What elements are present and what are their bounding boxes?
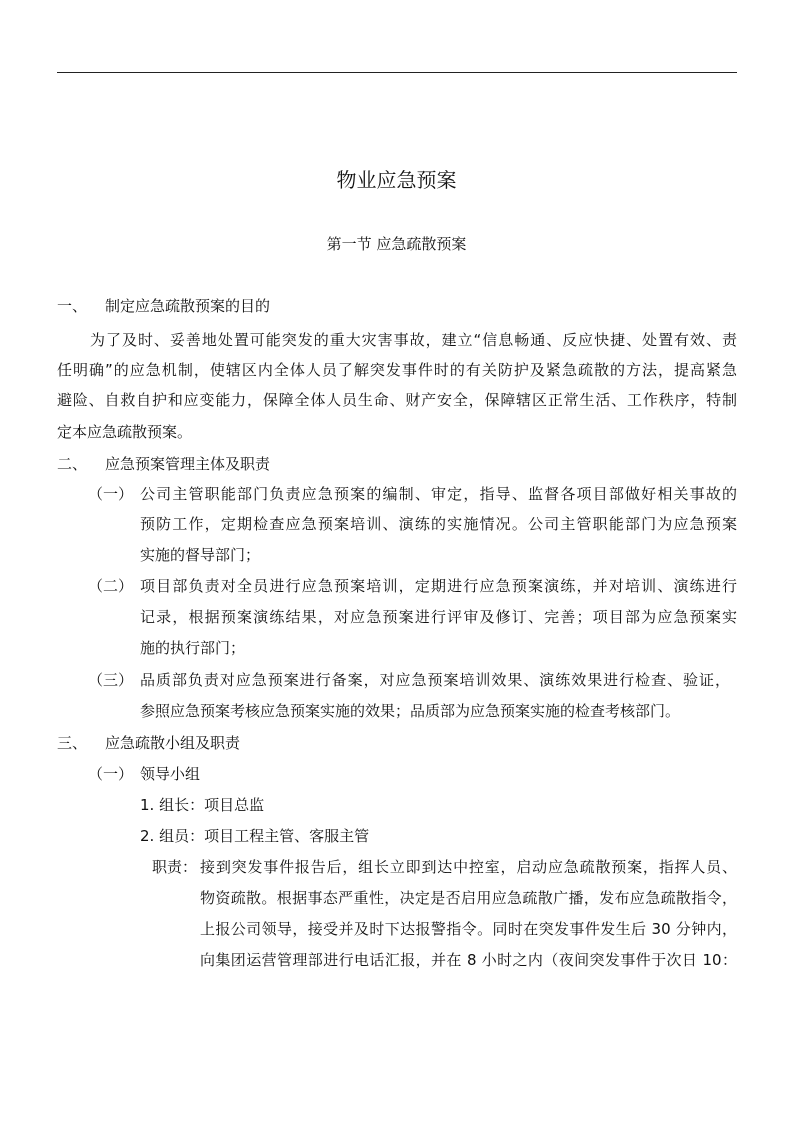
s2-item-line: 参照应急预案考核应急预案实施的效果；品质部为应急预案实施的检查考核部门。 [140, 702, 681, 720]
duty-line: 物资疏散。根据事态严重性，决定是否启用应急疏散广播，发布应急疏散指令， [200, 889, 737, 907]
s1-number: 一、 [57, 297, 88, 315]
s2-number: 二、 [57, 455, 88, 473]
s2-heading: 应急预案管理主体及职责 [105, 455, 271, 473]
s1-line: 定本应急疏散预案。 [57, 423, 193, 441]
s2-item-line: 公司主管职能部门负责应急预案的编制、审定，指导、监督各项目部做好相关事故的 [140, 485, 737, 503]
s3-sub-number: （一） [88, 765, 134, 783]
s1-line: 为了及时、妥善地处置可能突发的重大灾害事故，建立“信息畅通、反应快捷、处置有效、责 [90, 331, 737, 349]
s2-item-number: （一） [88, 485, 134, 503]
section-title: 第一节 应急疏散预案 [326, 235, 467, 253]
s3-sub-heading: 领导小组 [140, 765, 201, 783]
s2-item-line: 实施的督导部门； [140, 546, 261, 564]
document-title: 物业应急预案 [336, 168, 457, 192]
s1-line: 避险、自救自护和应变能力，保障全体人员生命、财产安全，保障辖区正常生活、工作秩序，特制 [57, 391, 737, 409]
s2-item-number: （二） [88, 577, 134, 595]
s2-item-line: 施的执行部门； [140, 639, 246, 657]
s1-heading: 制定应急疏散预案的目的 [105, 297, 271, 315]
s1-line: 任明确”的应急机制，使辖区内全体人员了解突发事件时的有关防护及紧急疏散的方法，提高紧急 [57, 361, 737, 379]
duty-line: 上报公司领导，接受并及时下达报警指令。同时在突发事件发生后 30 分钟内， [200, 920, 737, 938]
s2-item-line: 预防工作，定期检查应急预案培训、演练的实施情况。公司主管职能部门为应急预案 [140, 515, 737, 533]
duty-label: 职责： [152, 858, 198, 876]
list-item: 1. 组长：项目总监 [140, 796, 265, 814]
duty-line: 接到突发事件报告后，组长立即到达中控室，启动应急疏散预案，指挥人员、 [200, 858, 737, 876]
s3-number: 三、 [57, 734, 88, 752]
header-rule [57, 72, 737, 73]
s2-item-line: 品质部负责对应急预案进行备案，对应急预案培训效果、演练效果进行检查、验证， [140, 671, 730, 689]
s3-heading: 应急疏散小组及职责 [105, 734, 241, 752]
list-item: 2. 组员：项目工程主管、客服主管 [140, 827, 370, 845]
s2-item-number: （三） [88, 671, 134, 689]
duty-line: 向集团运营管理部进行电话汇报，并在 8 小时之内（夜间突发事件于次日 10： [200, 951, 737, 969]
s2-item-line: 记录，根据预案演练结果，对应急预案进行评审及修订、完善；项目部为应急预案实 [140, 608, 737, 626]
s2-item-line: 项目部负责对全员进行应急预案培训，定期进行应急预案演练，并对培训、演练进行 [140, 577, 737, 595]
